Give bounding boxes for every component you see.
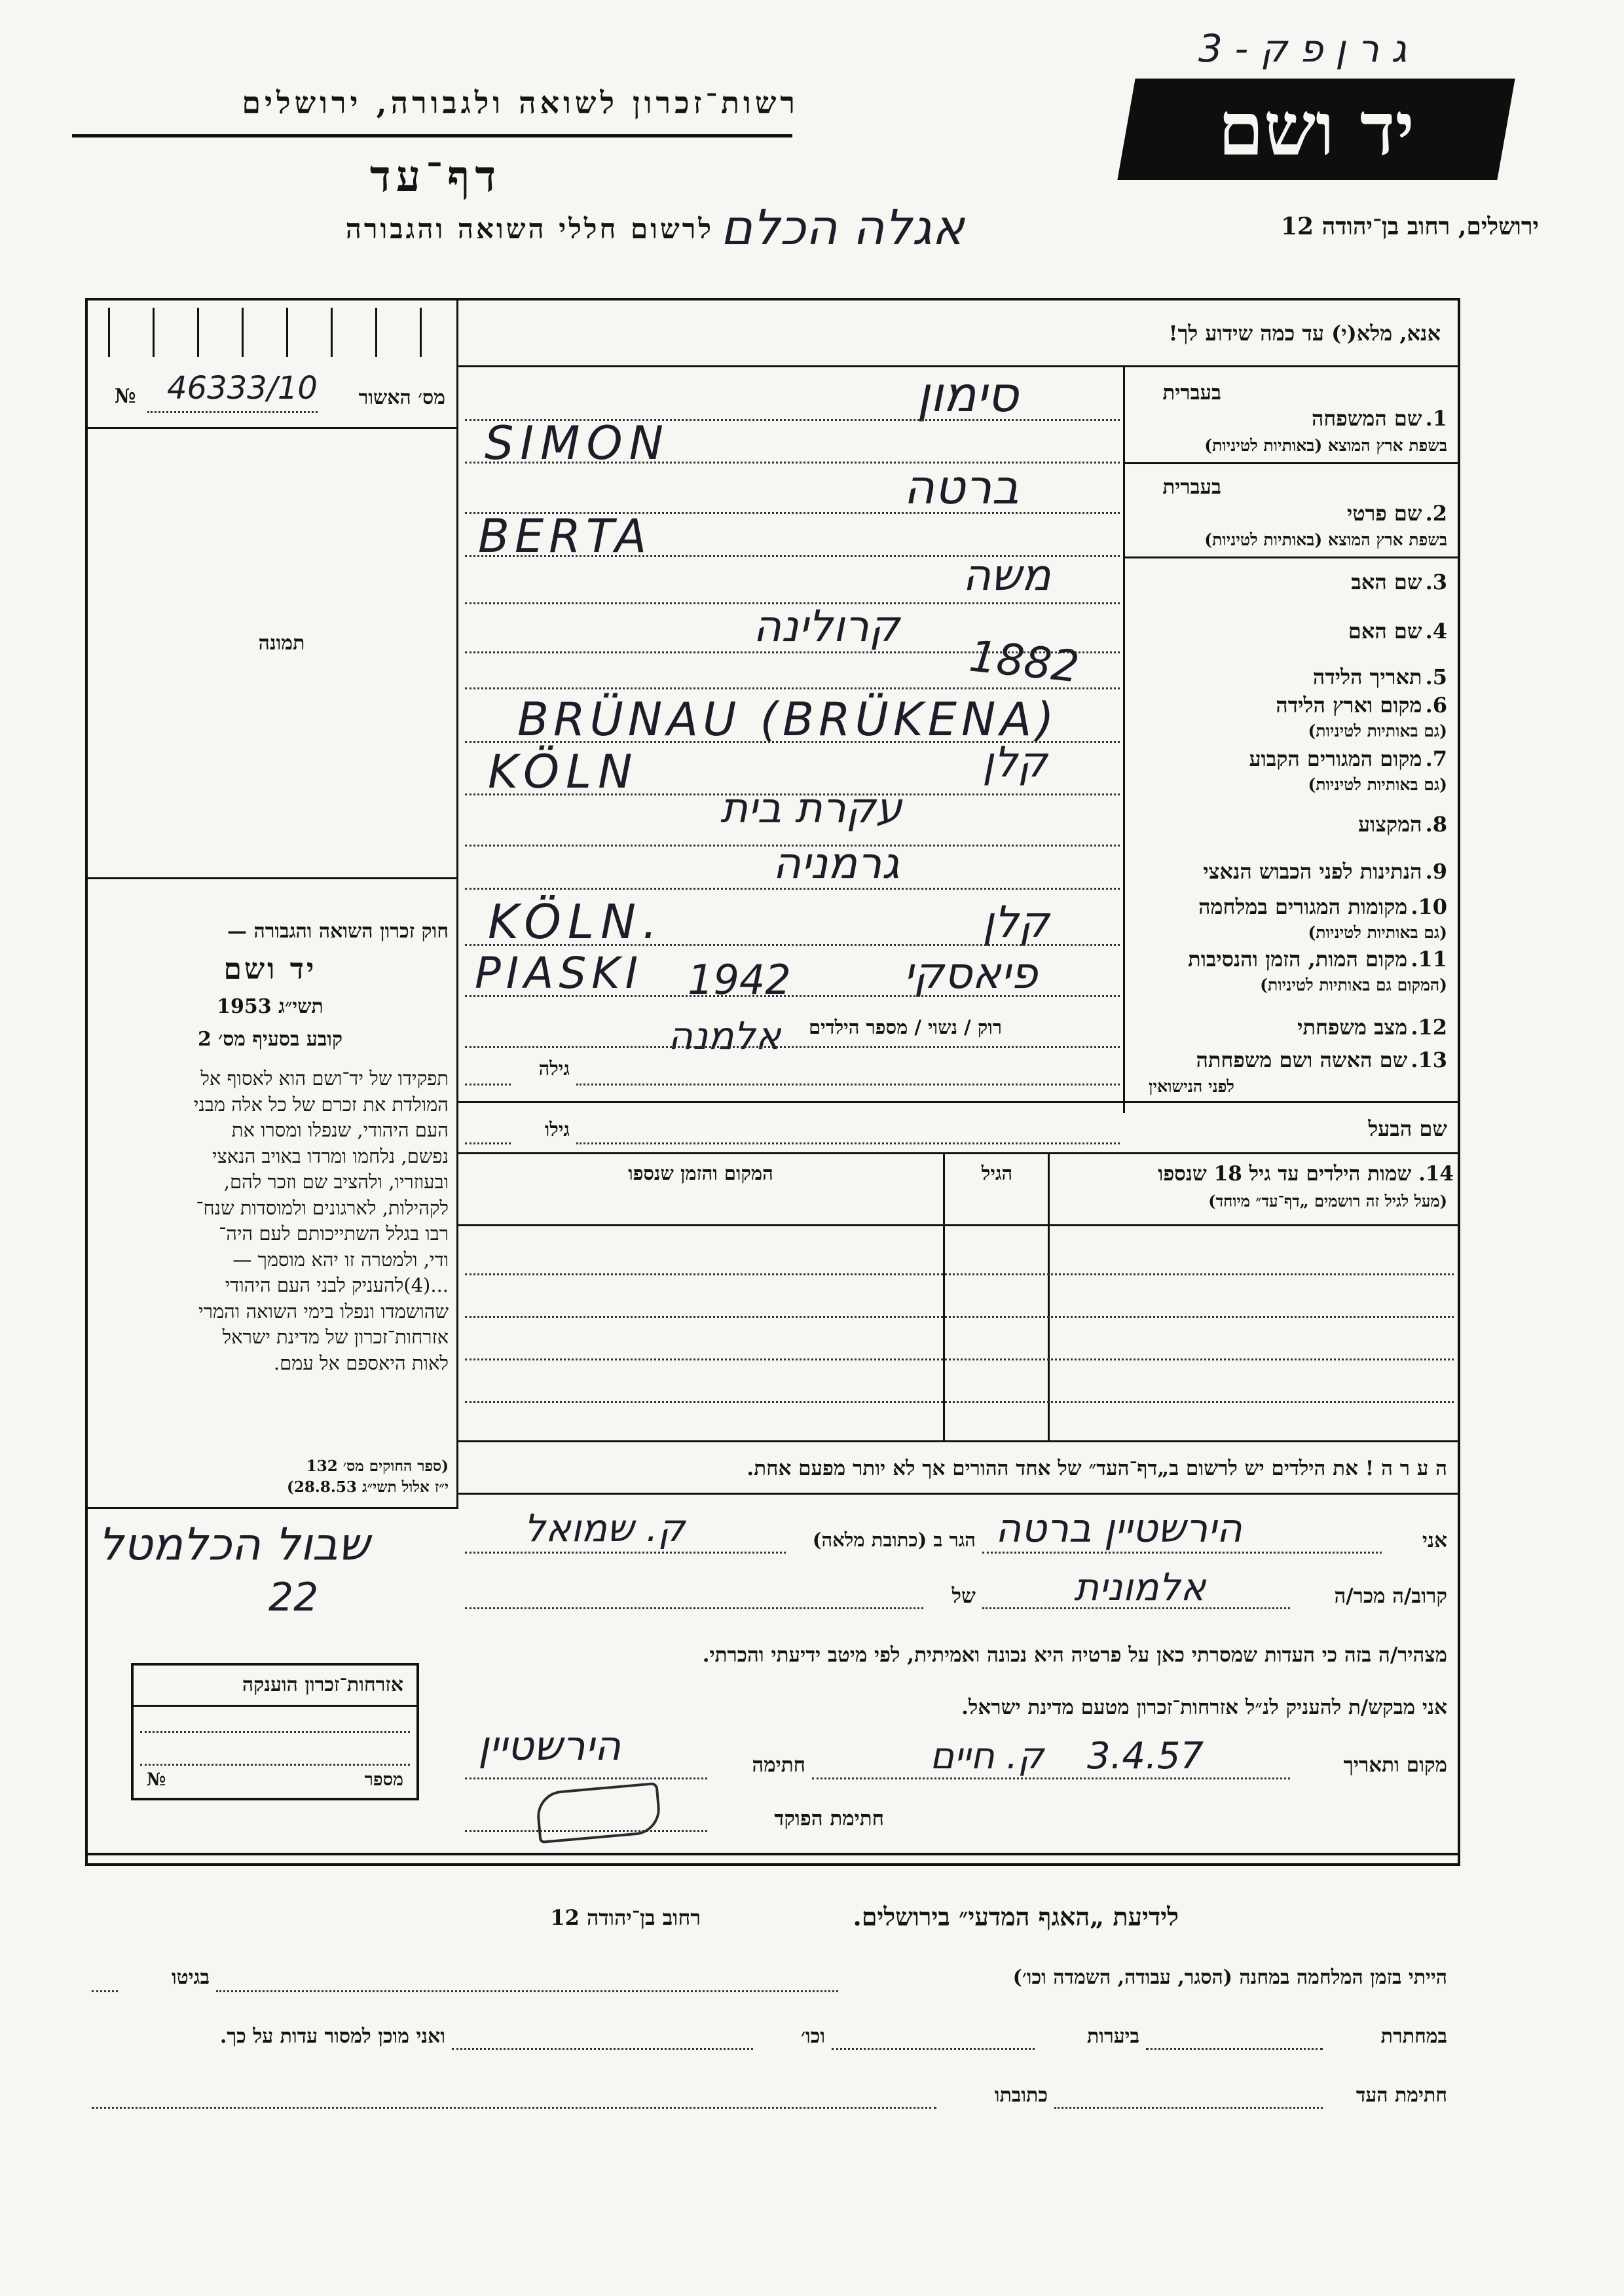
field-1-label-row xyxy=(1133,406,1447,431)
memorial-citizenship-request: אני מבקש/ת להעניק לנ״ל אזרחות־זכרון מטעם מדינת ישראל. xyxy=(961,1696,1447,1719)
forests-label: ביערות xyxy=(1086,2025,1139,2048)
approval-number-symbol: № xyxy=(115,385,136,408)
scientific-dept-title: לידיעת „האגף המדעי״ בירושלים. xyxy=(853,1902,1179,1931)
field-6-sublabel: (גם באותיות לטיניות) xyxy=(1308,721,1447,740)
children-row-3 xyxy=(465,1358,1454,1360)
certificate-line-2 xyxy=(140,1764,410,1766)
law-line: ובעוזריו, ולהציב שם וזכר להם, xyxy=(223,1171,449,1193)
field-10-wartime-residence-hebrew: קלן xyxy=(982,897,1050,947)
law-name: יד ושם xyxy=(223,953,317,986)
field-11-sublabel: (המקום גם באותיות לטיניות) xyxy=(1260,975,1447,994)
photo-placeholder-label: תמונה xyxy=(258,632,305,655)
children-row-1 xyxy=(465,1273,1454,1275)
witness-signature-line xyxy=(1054,2107,1323,2109)
law-line: ...(4)להעניק לבני העם היהודי xyxy=(225,1274,449,1296)
field-7-label: מקום המגורים הקבוע xyxy=(1249,746,1422,771)
field-5-number: 5. xyxy=(1425,665,1447,689)
declarant-address-line xyxy=(465,1552,786,1554)
field-2-rule xyxy=(1123,556,1460,558)
field-13-rule xyxy=(458,1101,1460,1103)
field-7-sublabel: (גם באותיות לטיניות) xyxy=(1308,775,1447,794)
children-col-divider-2 xyxy=(943,1152,945,1440)
place-date-line xyxy=(812,1777,1290,1779)
approval-number-line xyxy=(147,411,318,413)
signature-label: חתימה xyxy=(752,1753,805,1777)
field-11-death-place-hebrew: פיאסקי xyxy=(904,948,1038,998)
children-place-header: המקום והזמן שנספו xyxy=(628,1162,773,1184)
field-5-label: תאריך הלידה xyxy=(1312,665,1422,689)
certificate-line-1 xyxy=(140,1731,410,1733)
field-10-wartime-residence: KÖLN. xyxy=(488,894,664,949)
field-7-number: 7. xyxy=(1425,746,1447,771)
field-3-father-name: משה xyxy=(963,550,1051,600)
field-9-number: 9. xyxy=(1425,859,1447,884)
law-clause: קובע בסעיף מס׳ 2 xyxy=(197,1028,343,1051)
field-1-hebrew-tag: בעברית xyxy=(1162,381,1221,405)
underground-line xyxy=(1146,2048,1323,2050)
field-13-sublabel: לפני הנישואין xyxy=(1149,1077,1234,1096)
underground-label: במחתרת xyxy=(1380,2025,1447,2048)
law-line: לאות היאספם אל עמם. xyxy=(273,1351,449,1374)
law-line: אזרחות־זכרון של מדינת ישראל xyxy=(222,1326,449,1348)
field-13-age-line xyxy=(465,1084,511,1085)
declarant-label: אני xyxy=(1422,1529,1447,1552)
camp-line xyxy=(216,1990,838,1992)
field-8-label: המקצוע xyxy=(1357,812,1422,837)
ghetto-line xyxy=(92,1990,118,1992)
approval-rule xyxy=(85,427,458,429)
field-2-firstname-hebrew: ברטה xyxy=(904,460,1019,515)
field-11-death-place: PIASKI xyxy=(475,948,644,998)
field-12-number: 12. xyxy=(1411,1015,1447,1040)
field-9-label: הנתינות לפני הכבוש הנאצי xyxy=(1203,859,1422,884)
camp-statement: הייתי בזמן המלחמה במחנה (הסגר, עבודה, השמדה וכו׳) xyxy=(1012,1966,1447,1989)
field-10-line xyxy=(465,944,1120,946)
yad-vashem-logo xyxy=(1117,79,1515,180)
children-table-bottom-rule xyxy=(458,1440,1460,1442)
ghetto-label: בגיטו xyxy=(171,1966,210,1989)
field-10-number: 10. xyxy=(1411,894,1447,919)
declarant-name-line xyxy=(982,1552,1382,1554)
authority-name: רשות־זכרון לשואה ולגבורה, ירושלים xyxy=(242,85,799,120)
witness-address-line xyxy=(92,2107,936,2109)
approval-number-value: 46333/10 xyxy=(167,370,318,407)
field-1-label: שם המשפחה xyxy=(1311,406,1422,431)
field-2-sublabel: בשפת ארץ המוצא (באותיות לטיניות) xyxy=(1204,530,1447,549)
law-citation-1: (ספר החוקים מס׳ 132 xyxy=(306,1457,449,1475)
declarant-address-label: הגר ב (כתובת מלאה) xyxy=(812,1529,976,1551)
field-4-number: 4. xyxy=(1425,619,1447,644)
children-row-2 xyxy=(465,1316,1454,1318)
approval-tick-marks xyxy=(108,308,442,357)
field-11-number: 11. xyxy=(1411,947,1447,972)
field-2-label: שם פרטי xyxy=(1346,501,1422,526)
field-3-label: שם האב xyxy=(1351,570,1422,594)
field-2-firstname-latin: BERTA xyxy=(478,509,652,563)
witness-signature-label: חתימת העד xyxy=(1356,2084,1447,2107)
field-9-line xyxy=(465,888,1120,890)
field-2-number: 2. xyxy=(1425,501,1447,526)
etc-line xyxy=(452,2048,753,2050)
field-6-birth-place: BRÜNAU (BRÜKENA) xyxy=(517,693,1059,746)
witness-address-label: כתובתו xyxy=(994,2084,1048,2107)
law-line: שהושמדו ונפלו בימי השואה והמרי xyxy=(198,1300,449,1322)
children-section-sublabel: (מעל לגיל זה רושמים „דף־עד״ מיוחד) xyxy=(1208,1192,1447,1211)
field-12-inline-label: רוק / נשוי / מספר הילדים xyxy=(808,1016,1002,1038)
header-rule xyxy=(72,134,792,137)
field-8-profession: עקרת בית xyxy=(720,784,902,833)
law-line: רבו בגלל השתייכותם לעם היה־ xyxy=(219,1222,449,1245)
children-row-4 xyxy=(465,1401,1454,1403)
signature-line xyxy=(465,1777,707,1779)
field-4-mother-name: קרולינה xyxy=(753,601,900,651)
law-bottom-rule xyxy=(85,1507,458,1509)
approval-number-label: מס׳ האשור xyxy=(358,386,445,409)
field-1-surname-hebrew: סימון xyxy=(917,367,1019,423)
field-1-sublabel: בשפת ארץ המוצא (באותיות לטיניות) xyxy=(1204,436,1447,455)
margin-handwritten-number: 22 xyxy=(268,1575,319,1620)
form-subtitle: לרשום חללי השואה והגבורה xyxy=(345,213,714,245)
date-value: 3.4.57 xyxy=(1087,1735,1204,1777)
husband-age-line xyxy=(465,1142,511,1144)
husband-name-label: שם הבעל xyxy=(1368,1116,1447,1141)
bottom-section-rule xyxy=(85,1853,1460,1855)
certificate-title: אזרחות־זכרון הוענקה xyxy=(242,1673,403,1696)
field-9-citizenship: גרמניה xyxy=(773,838,900,888)
relation-label: קרוב/ה מכר/ה xyxy=(1334,1584,1447,1608)
certificate-title-rule xyxy=(134,1705,416,1707)
field-12-marital-status: אלמנה xyxy=(668,1013,781,1058)
relation-of-label: של xyxy=(951,1584,976,1608)
field-7-residence-latin: KÖLN xyxy=(488,745,639,799)
field-1-latin-line xyxy=(465,462,1120,464)
field-8-number: 8. xyxy=(1425,812,1447,837)
declarant-name: הירשטיין ברטה xyxy=(995,1506,1242,1552)
label-column-divider xyxy=(1123,367,1125,1113)
children-col-divider-1 xyxy=(1048,1152,1050,1440)
field-7-residence-hebrew: קלן xyxy=(982,738,1048,787)
note-rule xyxy=(458,1493,1460,1495)
field-3-number: 3. xyxy=(1425,570,1447,594)
declarant-address: ק. שמואל xyxy=(524,1506,686,1550)
etc-label: וכו׳ xyxy=(801,2025,825,2048)
field-5-birth-date: 1882 xyxy=(967,630,1082,693)
law-line: ודי, ולמטרה זו יהא מוסמך — xyxy=(232,1248,449,1271)
law-line: המולדת את זכרם של כל אלה מבני xyxy=(193,1093,449,1116)
photo-box-bottom-rule xyxy=(85,877,458,879)
relation-value: אלמונית xyxy=(1074,1565,1206,1609)
field-13-number: 13. xyxy=(1411,1048,1447,1072)
field-11-label: מקום המות, הזמן והנסיבות xyxy=(1188,947,1408,972)
field-1-surname-latin: SIMON xyxy=(485,416,670,470)
field-10-sublabel: (גם באותיות לטיניות) xyxy=(1308,923,1447,942)
field-6-number: 6. xyxy=(1425,693,1447,718)
children-table-top-rule xyxy=(458,1152,1460,1154)
law-body xyxy=(92,1066,449,1376)
ready-to-testify: ואני מוכן למסור עדות על כך. xyxy=(219,2025,445,2048)
law-line: העם היהודי, שנפלו ומסרו את xyxy=(231,1119,449,1141)
children-age-header: הגיל xyxy=(981,1162,1013,1184)
field-12-line xyxy=(465,1046,1120,1048)
declarant-signature: הירשטיין xyxy=(478,1722,621,1770)
handwritten-archive-code: 3 - ג ר ן פ ק xyxy=(1198,26,1407,71)
left-column-divider xyxy=(456,298,458,1509)
field-10-label: מקומות המגורים במלחמה xyxy=(1198,894,1408,919)
children-header-rule xyxy=(458,1224,1460,1226)
field-4-label: שם האם xyxy=(1348,619,1422,644)
certificate-box xyxy=(131,1663,419,1800)
certificate-number-label: מספר xyxy=(364,1770,403,1790)
field-5-line xyxy=(465,687,1120,689)
relation-of-line xyxy=(465,1607,923,1609)
law-line: תפקידו של יד־ושם הוא לאסוף אל xyxy=(200,1067,449,1089)
certificate-number-symbol: № xyxy=(147,1770,166,1790)
husband-name-line xyxy=(576,1142,1120,1144)
declaration-statement: מצהיר/ה בזה כי העדות שמסרתי כאן על פרטיה היא נכונה ואמיתית, לפי מיטב ידיעתי והכרתי. xyxy=(702,1643,1447,1667)
field-13-line xyxy=(576,1084,1120,1085)
field-6-label: מקום וארץ הלידה xyxy=(1276,693,1422,718)
relation-line xyxy=(982,1607,1290,1609)
handwritten-header-note: אגלה הכלם xyxy=(720,200,965,256)
children-section-label: 14. שמות הילדים עד גיל 18 שנספו xyxy=(1158,1162,1454,1186)
law-line: נפשם, נלחמו ומרדו באויב הנאצי xyxy=(212,1144,449,1167)
law-year: תשי״ג 1953 xyxy=(217,995,323,1018)
field-11-death-year: 1942 xyxy=(688,956,791,1004)
field-13-label: שם האשה ושם משפחתה xyxy=(1196,1048,1408,1072)
margin-handwritten-note: שבול הכלמטל xyxy=(98,1519,370,1571)
place-date-label: מקום ותאריך xyxy=(1343,1753,1447,1777)
official-signature-line xyxy=(465,1830,707,1832)
office-address: ירושלים, רחוב בן־יהודה 12 xyxy=(1280,213,1539,240)
fill-instruction: אנא, מלא(י) עד כמה שידוע לך! xyxy=(1168,321,1441,346)
law-citation-2: י״ז אלול תשי״ג 28.8.53) xyxy=(287,1478,449,1496)
field-12-label: מצב משפחתי xyxy=(1297,1015,1408,1040)
place-value: ק. חיים xyxy=(930,1735,1044,1777)
children-note: ה ע ר ה ! את הילדים יש לרשום ב„דף־העד״ של אחד ההורים אך לא יותר מפעם אחת. xyxy=(747,1457,1447,1480)
field-13-age-label: גילה xyxy=(538,1057,570,1080)
husband-age-label: גילו xyxy=(544,1118,570,1140)
official-signature-label: חתימת הפוקד xyxy=(774,1807,884,1831)
form-title: דף־עד xyxy=(369,151,502,202)
logo-text: יד ושם xyxy=(1217,86,1415,172)
bottom-section-rule-2 xyxy=(85,1863,1460,1865)
law-line: לקהילות, לארגונים ולמוסדות שנח־ xyxy=(196,1196,449,1219)
scientific-dept-address: רחוב בן־יהודה 12 xyxy=(550,1905,701,1930)
field-1-rule xyxy=(1123,462,1460,464)
forests-line xyxy=(832,2048,1035,2050)
field-1-number: 1. xyxy=(1425,406,1447,431)
law-title: חוק זכרון השואה והגבורה — xyxy=(227,920,449,943)
field-2-hebrew-tag: בעברית xyxy=(1162,475,1221,499)
field-11-line xyxy=(465,995,1120,997)
